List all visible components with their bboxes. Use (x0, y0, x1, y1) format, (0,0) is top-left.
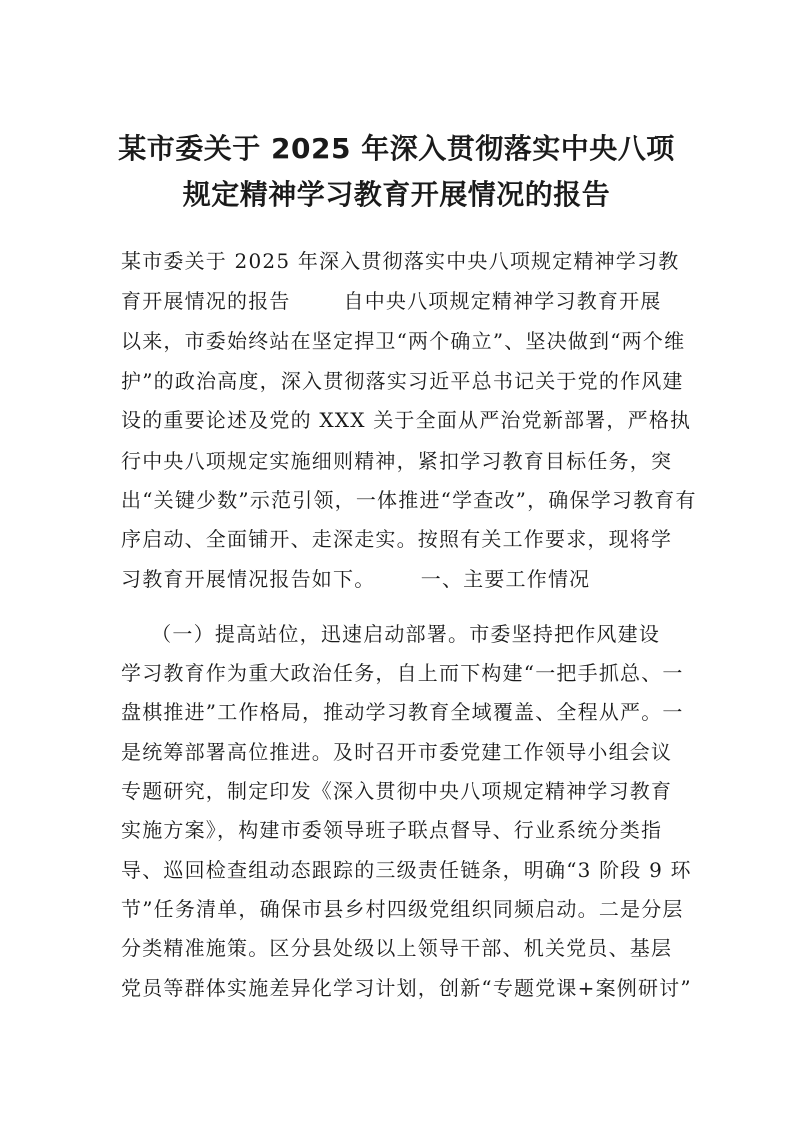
body-line: 导、巡回检查组动态跟踪的三级责任链条，明确“3 阶段 9 环 (121, 858, 692, 882)
body-line: 分类精准施策。区分县处级以上领导干部、机关党员、基层 (121, 936, 673, 960)
body-line: 设的重要论述及党的 XXX 关于全面从严治党新部署，严格执 (121, 408, 692, 432)
body-line: 护”的政治高度，深入贯彻落实习近平总书记关于党的作风建 (121, 369, 684, 393)
body-line: 育开展情况的报告 自中央八项规定精神学习教育开展 (121, 289, 662, 313)
body-line: 以来，市委始终站在坚定捍卫“两个确立”、坚决做到“两个维 (121, 329, 686, 353)
body-line: 是统筹部署高位推进。及时召开市委党建工作领导小组会议 (121, 740, 673, 764)
body-line: 学习教育作为重大政治任务，自上而下构建“一把手抓总、一 (121, 661, 684, 685)
body-line: 某市委关于 2025 年深入贯彻落实中央八项规定精神学习教 (121, 249, 680, 273)
body-line: 节”任务清单，确保市县乡村四级党组织同频启动。二是分层 (121, 897, 684, 921)
body-line: 党员等群体实施差异化学习计划，创新“专题党课+案例研讨” (121, 976, 692, 1000)
body-line: 行中央八项规定实施细则精神，紧扣学习教育目标任务，突 (121, 449, 673, 473)
body-line: 习教育开展情况报告如下。 一、主要工作情况 (121, 567, 591, 591)
body-line: （一）提高站位，迅速启动部署。市委坚持把作风建设 (121, 622, 661, 646)
body-line: 出“关键少数”示范引领，一体推进“学查改”，确保学习教育有 (121, 488, 697, 512)
body-line: 序启动、全面铺开、走深走实。按照有关工作要求，现将学 (121, 527, 673, 551)
document-title-line-1: 某市委关于 2025 年深入贯彻落实中央八项 (118, 132, 675, 165)
document-title-line-2: 规定精神学习教育开展情况的报告 (182, 178, 611, 211)
body-line: 专题研究，制定印发《深入贯彻中央八项规定精神学习教育 (121, 779, 673, 803)
body-line: 实施方案》，构建市委领导班子联点督导、行业系统分类指 (121, 818, 663, 842)
body-line: 盘棋推进”工作格局，推动学习教育全域覆盖、全程从严。一 (121, 700, 684, 724)
